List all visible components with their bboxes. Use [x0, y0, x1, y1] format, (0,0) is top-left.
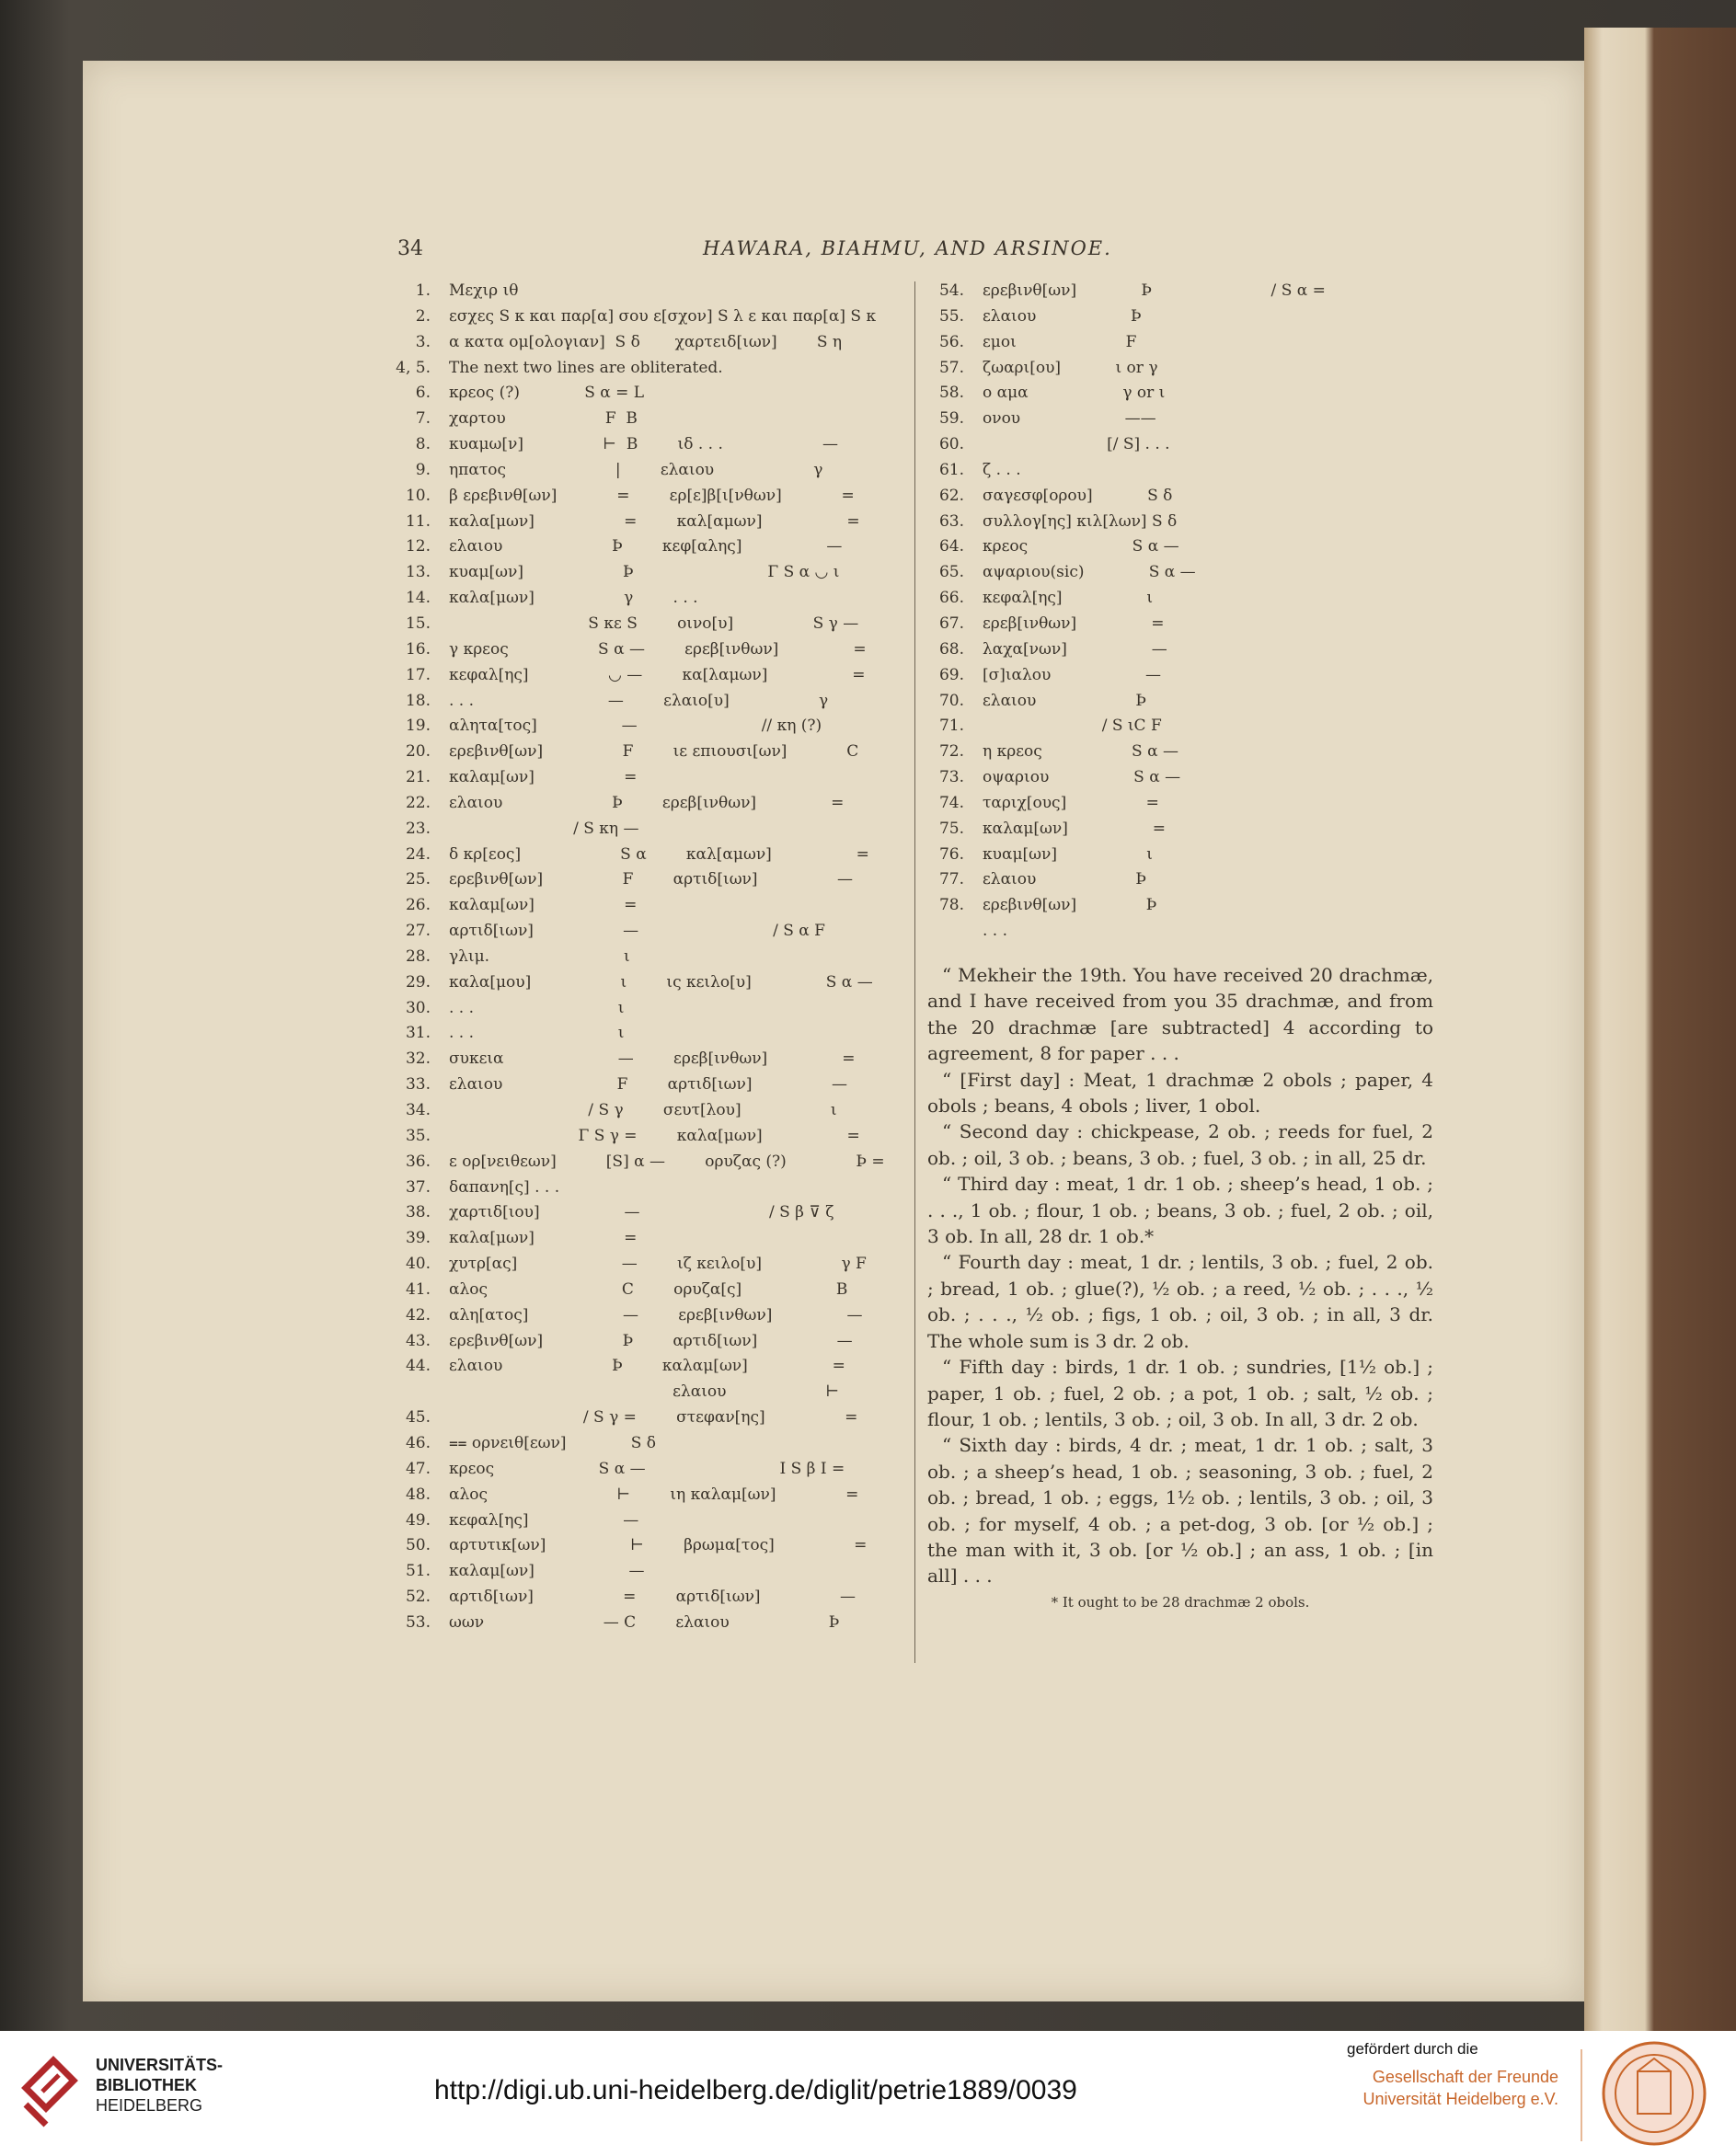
line-text: ερεβινθ[ων] Þ / S α = — [983, 281, 1326, 300]
line-text: β ερεβινθ[ων] = ερ[ε]β[ι[νθων] = — [449, 486, 855, 505]
ledger-line — [394, 922, 903, 947]
line-text: κυαμω[ν] ⊢ B ιδ . . . — — [449, 435, 838, 454]
ledger-line — [927, 640, 1431, 666]
line-number: 58. — [938, 384, 964, 403]
line-text: ωων — C ελαιου Þ — [449, 1612, 840, 1632]
ledger-line — [394, 768, 903, 794]
ledger-line — [927, 512, 1431, 538]
line-text: ερεβινθ[ων] Þ αρτιδ[ιων] — — [449, 1331, 853, 1350]
line-number: 33. — [405, 1075, 431, 1095]
ledger-line — [927, 281, 1431, 307]
line-text: / S γ σευτ[λου] ι — [449, 1101, 837, 1119]
line-text: Μεχιρ ιθ — [449, 281, 519, 300]
line-number: 57. — [938, 358, 964, 377]
line-text: ονου —— — [983, 409, 1156, 429]
line-number: 55. — [938, 306, 964, 326]
line-text: ελαιου Þ καλαμ[ων] = — [449, 1357, 845, 1376]
line-text: δ κρ[εος] S α καλ[αμων] = — [449, 844, 869, 864]
line-text: αρτιδ[ιων] = αρτιδ[ιων] — — [449, 1588, 857, 1607]
line-number: 26. — [405, 896, 431, 915]
line-number: 68. — [938, 639, 964, 659]
line-text: γ κρεος S α — ερεβ[ινθων] = — [449, 639, 867, 659]
line-text: κεφαλ[ης] ◡ — κα[λαμων] = — [449, 665, 866, 684]
line-text: ερεβινθ[ων] Þ — [983, 896, 1157, 915]
line-text: καλαμ[ων] = — [449, 896, 638, 915]
line-text: εμοι F — [983, 332, 1137, 351]
ledger-line — [394, 1613, 903, 1639]
line-text: καλα[μων] γ . . . — [449, 589, 698, 608]
ledger-line — [394, 1357, 903, 1382]
line-number: 73. — [938, 768, 964, 787]
ledger-line — [394, 1434, 903, 1460]
society-name — [1356, 2066, 1558, 2110]
line-text: αλητα[τος] — // κη (?) — [449, 717, 822, 736]
ledger-line — [394, 1127, 903, 1153]
ledger-line — [394, 896, 903, 922]
ledger-line — [927, 717, 1431, 742]
ledger-line — [927, 537, 1431, 563]
line-text: κεφαλ[ης] ι — [983, 589, 1154, 608]
line-text: συλλογ[ης] κιλ[λων] S δ — [983, 511, 1178, 531]
ledger-line — [927, 614, 1431, 640]
line-number: 19. — [405, 717, 431, 736]
line-number: 31. — [405, 1024, 431, 1043]
line-text: αψαριου(sic) S α — — [983, 563, 1196, 582]
line-number: 25. — [405, 870, 431, 889]
line-text: . . . ι — [449, 998, 625, 1017]
line-text: The next two lines are obliterated. — [449, 358, 723, 377]
line-number: 3. — [415, 332, 431, 351]
line-text: αρτυτικ[ων] ⊢ βρωμα[τος] = — [449, 1536, 868, 1555]
ledger-line — [927, 845, 1431, 871]
line-number: 53. — [405, 1612, 431, 1632]
line-text: ηπατος | ελαιου γ — [449, 460, 823, 479]
line-text: ερεβινθ[ων] F αρτιδ[ιων] — — [449, 870, 853, 889]
line-text: / S γ = στεφαν[ης] = — [449, 1408, 858, 1428]
footer-divider — [1581, 2049, 1582, 2141]
line-number: 56. — [938, 332, 964, 351]
line-number: 44. — [405, 1357, 431, 1376]
line-number: 16. — [405, 639, 431, 659]
line-number: 6. — [415, 384, 431, 403]
line-number: 9. — [415, 460, 431, 479]
line-text: κυαμ[ων] Þ Γ S α ◡ ι — [449, 563, 840, 582]
line-text: ελαιου Þ — [983, 306, 1142, 326]
line-number: 13. — [405, 563, 431, 582]
library-name-line-2: BIBLIOTHEK — [96, 2076, 197, 2094]
ledger-line — [394, 692, 903, 717]
line-text: εσχες S κ και παρ[α] σου ε[σχον] S λ ε και παρ[α] S κ — [449, 306, 877, 326]
line-number: 50. — [405, 1536, 431, 1555]
line-text: καλα[μου] ι ις κειλο[υ] S α — — [449, 972, 873, 992]
line-number: 38. — [405, 1203, 431, 1222]
ledger-line — [927, 563, 1431, 589]
ledger-line — [394, 537, 903, 563]
ledger-line — [394, 461, 903, 487]
ledger-line — [927, 820, 1431, 845]
line-number: 2. — [415, 306, 431, 326]
ledger-line — [394, 1332, 903, 1358]
line-number: 23. — [405, 819, 431, 838]
translation-paragraph: “ Fourth day : meat, 1 dr. ; lentils, 3 ob. ; fuel, 2 ob. ; bread, 1 ob. ; glue(?), ½ ob. ; a reed, ½ ob. ; . . ., ½ ob. ; . . ., ½ ob. ; figs, 1 ob. ; oil, 3 ob. ; in all, 3 dr. The whole sum is 3 dr. 2 ob. — [927, 1251, 1433, 1352]
line-number: 11. — [405, 511, 431, 531]
line-text: / S ιC F — [983, 717, 1162, 736]
ledger-line — [394, 1562, 903, 1588]
line-number: 54. — [938, 281, 964, 300]
line-number: 4, 5. — [396, 358, 431, 377]
line-text: συκεια — ερεβ[ινθων] = — [449, 1049, 856, 1069]
line-number: 22. — [405, 793, 431, 812]
line-text: χαρτου F B — [449, 409, 638, 429]
line-text: λαχα[νων] — — [983, 639, 1167, 659]
book-spine — [1584, 28, 1736, 2031]
line-text: κρεος S α — I S β I = — [449, 1459, 845, 1478]
ledger-line — [394, 563, 903, 589]
line-number: 47. — [405, 1459, 431, 1478]
line-text: . . . ι — [449, 1024, 625, 1043]
ledger-line — [394, 1024, 903, 1049]
line-number: 64. — [938, 537, 964, 556]
ledger-line — [927, 589, 1431, 614]
line-number: 20. — [405, 742, 431, 762]
line-text: ταριχ[ους] = — [983, 793, 1159, 812]
ledger-right-column — [927, 281, 1431, 947]
line-number: 77. — [938, 870, 964, 889]
footnote: * It ought to be 28 drachmæ 2 obols. — [1051, 1593, 1310, 1611]
line-number: 49. — [405, 1510, 431, 1530]
footer-bar — [0, 2031, 1736, 2156]
line-number: 1. — [415, 281, 431, 300]
line-text: καλαμ[ων] — — [449, 1562, 645, 1581]
line-number: 63. — [938, 511, 964, 531]
line-number: 76. — [938, 844, 964, 864]
page-header — [397, 237, 1437, 265]
line-number: 12. — [405, 537, 431, 556]
line-text: κυαμ[ων] ι — [983, 844, 1153, 864]
society-name-line-2: Universität Heidelberg e.V. — [1362, 2090, 1558, 2108]
university-library-logo-icon — [17, 2051, 83, 2128]
line-text: ⩵ ορνειθ[εων] S δ — [449, 1433, 656, 1452]
line-text: γλιμ. ι — [449, 946, 630, 966]
line-number: 29. — [405, 972, 431, 992]
line-text: καλα[μων] = — [449, 1229, 638, 1248]
line-number: 62. — [938, 486, 964, 505]
ledger-line — [394, 845, 903, 871]
line-text: αρτιδ[ιων] — / S α F — [449, 922, 825, 941]
ledger-line — [394, 1049, 903, 1075]
ledger-line — [927, 461, 1431, 487]
line-text: κεφαλ[ης] — — [449, 1510, 639, 1530]
line-text: ελαιου Þ κεφ[αλης] — — [449, 537, 843, 556]
line-number: 32. — [405, 1049, 431, 1069]
ledger-line — [394, 307, 903, 333]
ledger-line — [927, 333, 1431, 359]
line-text: καλαμ[ων] = — [449, 768, 638, 787]
line-text: καλαμ[ων] = — [983, 819, 1166, 838]
line-text: κρεος S α — — [983, 537, 1179, 556]
ledger-line — [927, 896, 1431, 922]
ledger-line — [927, 409, 1431, 435]
line-number: 8. — [415, 435, 431, 454]
line-text: αλος C ορυζα[ς] B — [449, 1279, 848, 1299]
line-number: 40. — [405, 1255, 431, 1274]
translation-paragraph: “ Fifth day : birds, 1 dr. 1 ob. ; sundries, [1½ ob.] ; paper, 1 ob. ; fuel, 2 ob. ; a pot, 1 ob. ; salt, ½ ob. ; flour, 1 ob. ; lentils, 3 ob. ; oil, 3 ob. In all, 3 dr. 2 ob. — [927, 1356, 1433, 1430]
line-text: ελαιου F αρτιδ[ιων] — — [449, 1075, 847, 1095]
ledger-line — [394, 1203, 903, 1229]
line-number: 46. — [405, 1433, 431, 1452]
ledger-line — [394, 1075, 903, 1101]
line-text: ε ορ[νειθεων] [S] α — ορυζας (?) Þ = — [449, 1152, 885, 1171]
line-text: ερεβινθ[ων] F ιε επιουσι[ων] C — [449, 742, 859, 762]
society-name-line-1: Gesellschaft der Freunde — [1372, 2068, 1558, 2086]
translation-paragraph: “ Mekheir the 19th. You have received 20 drachmæ, and I have received from you 35 drachmæ, and from the 20 drachmæ [are subtracted] 4 according to agreement, 8 for paper . . . — [927, 964, 1433, 1065]
line-text: α κατα ομ[ολογιαν] S δ χαρτειδ[ιων] S η — [449, 332, 843, 351]
translation-paragraphs — [927, 962, 1433, 1589]
university-seal-icon — [1601, 2040, 1707, 2147]
translation-paragraph: “ Sixth day : birds, 4 dr. ; meat, 1 dr. 1 ob. ; salt, 3 ob. ; a sheep’s head, 1 ob. ; seasoning, 3 ob. ; fuel, 2 ob. ; bread, 1 ob. ; eggs, 1½ ob. ; lentils, 3 ob. ; oil, 3 ob. ; for myself, 4 ob. ; a pet-dog, 3 ob. [or ½ ob.] ; the man with it, 3 ob. [or ½ ob.] ; an ass, 1 ob. ; [in all] . . . — [927, 1434, 1433, 1588]
page-number: 34 — [397, 237, 423, 260]
ledger-line — [394, 1306, 903, 1332]
line-text: χαρτιδ[ιου] — / S β ⊽ ζ — [449, 1203, 834, 1222]
line-number: 10. — [405, 486, 431, 505]
line-number: 18. — [405, 691, 431, 710]
ledger-line — [394, 1485, 903, 1511]
line-number: 28. — [405, 946, 431, 966]
ledger-line — [927, 384, 1431, 409]
line-number: 41. — [405, 1279, 431, 1299]
ledger-line — [394, 1178, 903, 1204]
ledger-line — [394, 409, 903, 435]
ledger-line — [394, 1101, 903, 1127]
ledger-line — [394, 742, 903, 768]
line-text: οψαριου S α — — [983, 768, 1181, 787]
line-text: αλος ⊢ ιη καλαμ[ων] = — [449, 1485, 859, 1504]
ledger-line — [927, 359, 1431, 384]
line-text: / S κη — — [449, 819, 639, 838]
line-number: 45. — [405, 1408, 431, 1428]
ledger-line — [394, 1460, 903, 1485]
line-number: 17. — [405, 665, 431, 684]
line-text: η κρεος S α — — [983, 742, 1178, 762]
line-text: ερεβ[ινθων] = — [983, 614, 1165, 633]
line-number: 37. — [405, 1177, 431, 1197]
line-number: 66. — [938, 589, 964, 608]
ledger-line — [394, 589, 903, 614]
line-number: 70. — [938, 691, 964, 710]
line-number: 61. — [938, 460, 964, 479]
line-text: ελαιου ⊢ — [449, 1382, 840, 1402]
ledger-line — [927, 692, 1431, 717]
line-number: 36. — [405, 1152, 431, 1171]
ledger-line — [394, 512, 903, 538]
ledger-line — [394, 947, 903, 973]
line-number: 60. — [938, 435, 964, 454]
line-number: 15. — [405, 614, 431, 633]
line-number: 59. — [938, 409, 964, 429]
line-text: [/ S] . . . — [983, 435, 1170, 454]
ledger-line — [394, 333, 903, 359]
line-number: 75. — [938, 819, 964, 838]
library-name-line-3: HEIDELBERG — [96, 2096, 203, 2115]
ledger-line — [394, 1511, 903, 1537]
line-number: 39. — [405, 1229, 431, 1248]
permalink-url[interactable]: http://digi.ub.uni-heidelberg.de/diglit/petrie1889/0039 — [434, 2075, 1077, 2105]
library-name-line-1: UNIVERSITÄTS- — [96, 2056, 224, 2074]
line-text: ο αμα γ or ι — [983, 384, 1166, 403]
ledger-left-column — [394, 281, 903, 1639]
ledger-line — [927, 870, 1431, 896]
line-number: 78. — [938, 896, 964, 915]
ledger-line — [394, 1255, 903, 1280]
translation-paragraph: “ [First day] : Meat, 1 drachmæ 2 obols ; paper, 4 obols ; beans, 4 obols ; liver, 1 obol. — [927, 1068, 1433, 1118]
line-text: κρεος (?) S α = L — [449, 384, 645, 403]
ledger-line — [394, 1280, 903, 1306]
running-title: HAWARA, BIAHMU, AND ARSINOE. — [703, 237, 1112, 259]
ledger-line — [394, 999, 903, 1025]
line-text: ελαιου Þ ερεβ[ινθων] = — [449, 793, 845, 812]
line-text: [σ]ιαλου — — [983, 665, 1162, 684]
line-text: ελαιου Þ — [983, 870, 1146, 889]
ledger-line — [927, 794, 1431, 820]
line-number: 7. — [415, 409, 431, 429]
ledger-line — [927, 666, 1431, 692]
funded-by-label: gefördert durch die — [1347, 2040, 1478, 2058]
line-number: 67. — [938, 614, 964, 633]
line-number: 35. — [405, 1126, 431, 1145]
line-text: ελαιου Þ — [983, 691, 1146, 710]
ledger-line — [394, 281, 903, 307]
ledger-line — [394, 359, 903, 384]
column-rule — [914, 281, 915, 1663]
ledger-line — [394, 973, 903, 999]
ledger-line — [394, 794, 903, 820]
ledger-line — [927, 487, 1431, 512]
line-text: δαπανη[ς] . . . — [449, 1177, 560, 1197]
library-name — [96, 2055, 223, 2116]
ledger-line — [394, 870, 903, 896]
line-text: . . . — [983, 922, 1008, 941]
ledger-line — [394, 1536, 903, 1562]
line-number: 65. — [938, 563, 964, 582]
line-number: 43. — [405, 1331, 431, 1350]
line-text: χυτρ[ας] — ιζ κειλο[υ] γ F — [449, 1255, 867, 1274]
ledger-line — [927, 768, 1431, 794]
line-text: ζωαρι[ου] ι or γ — [983, 358, 1158, 377]
ledger-line — [394, 666, 903, 692]
ledger-line — [394, 717, 903, 742]
line-number: 74. — [938, 793, 964, 812]
ledger-line — [394, 487, 903, 512]
line-number: 69. — [938, 665, 964, 684]
ledger-line — [394, 1408, 903, 1434]
ledger-line — [394, 435, 903, 461]
line-text: S κε S οινο[υ] S γ — — [449, 614, 859, 633]
line-text: αλη[ατος] — ερεβ[ινθων] — — [449, 1305, 863, 1325]
ledger-line — [394, 614, 903, 640]
line-text: Γ S γ = καλα[μων] = — [449, 1126, 860, 1145]
translation-paragraph: “ Second day : chickpease, 2 ob. ; reeds for fuel, 2 ob. ; oil, 3 ob. ; beans, 3 ob. ; fuel, 3 ob. ; in all, 25 dr. — [927, 1120, 1433, 1169]
line-number: 71. — [938, 717, 964, 736]
line-number: 24. — [405, 844, 431, 864]
line-text: ζ . . . — [983, 460, 1021, 479]
line-number: 27. — [405, 922, 431, 941]
line-number: 72. — [938, 742, 964, 762]
translation-text — [927, 962, 1433, 1615]
ledger-line — [394, 1382, 903, 1408]
line-number: 14. — [405, 589, 431, 608]
line-number: 34. — [405, 1101, 431, 1119]
line-number: 48. — [405, 1485, 431, 1504]
line-number: 21. — [405, 768, 431, 787]
line-number: 30. — [405, 998, 431, 1017]
line-text: . . . — ελαιο[υ] γ — [449, 691, 829, 710]
ledger-line — [927, 742, 1431, 768]
ledger-line — [927, 307, 1431, 333]
ledger-line — [927, 922, 1431, 947]
ledger-line — [394, 1153, 903, 1178]
line-number: 51. — [405, 1562, 431, 1581]
ledger-line — [394, 820, 903, 845]
ledger-line — [394, 1588, 903, 1613]
ledger-line — [394, 384, 903, 409]
line-text: καλα[μων] = καλ[αμων] = — [449, 511, 860, 531]
line-number: 42. — [405, 1305, 431, 1325]
ledger-line — [394, 1229, 903, 1255]
line-text: σαγεσφ[ορου] S δ — [983, 486, 1173, 505]
translation-paragraph: “ Third day : meat, 1 dr. 1 ob. ; sheep’s head, 1 ob. ; . . ., 1 ob. ; flour, 1 ob. ; beans, 3 ob. ; fuel, 2 ob. ; oil, 3 ob. In all, 28 dr. 1 ob.* — [927, 1173, 1433, 1248]
line-number: 52. — [405, 1588, 431, 1607]
ledger-line — [394, 640, 903, 666]
ledger-line — [927, 435, 1431, 461]
